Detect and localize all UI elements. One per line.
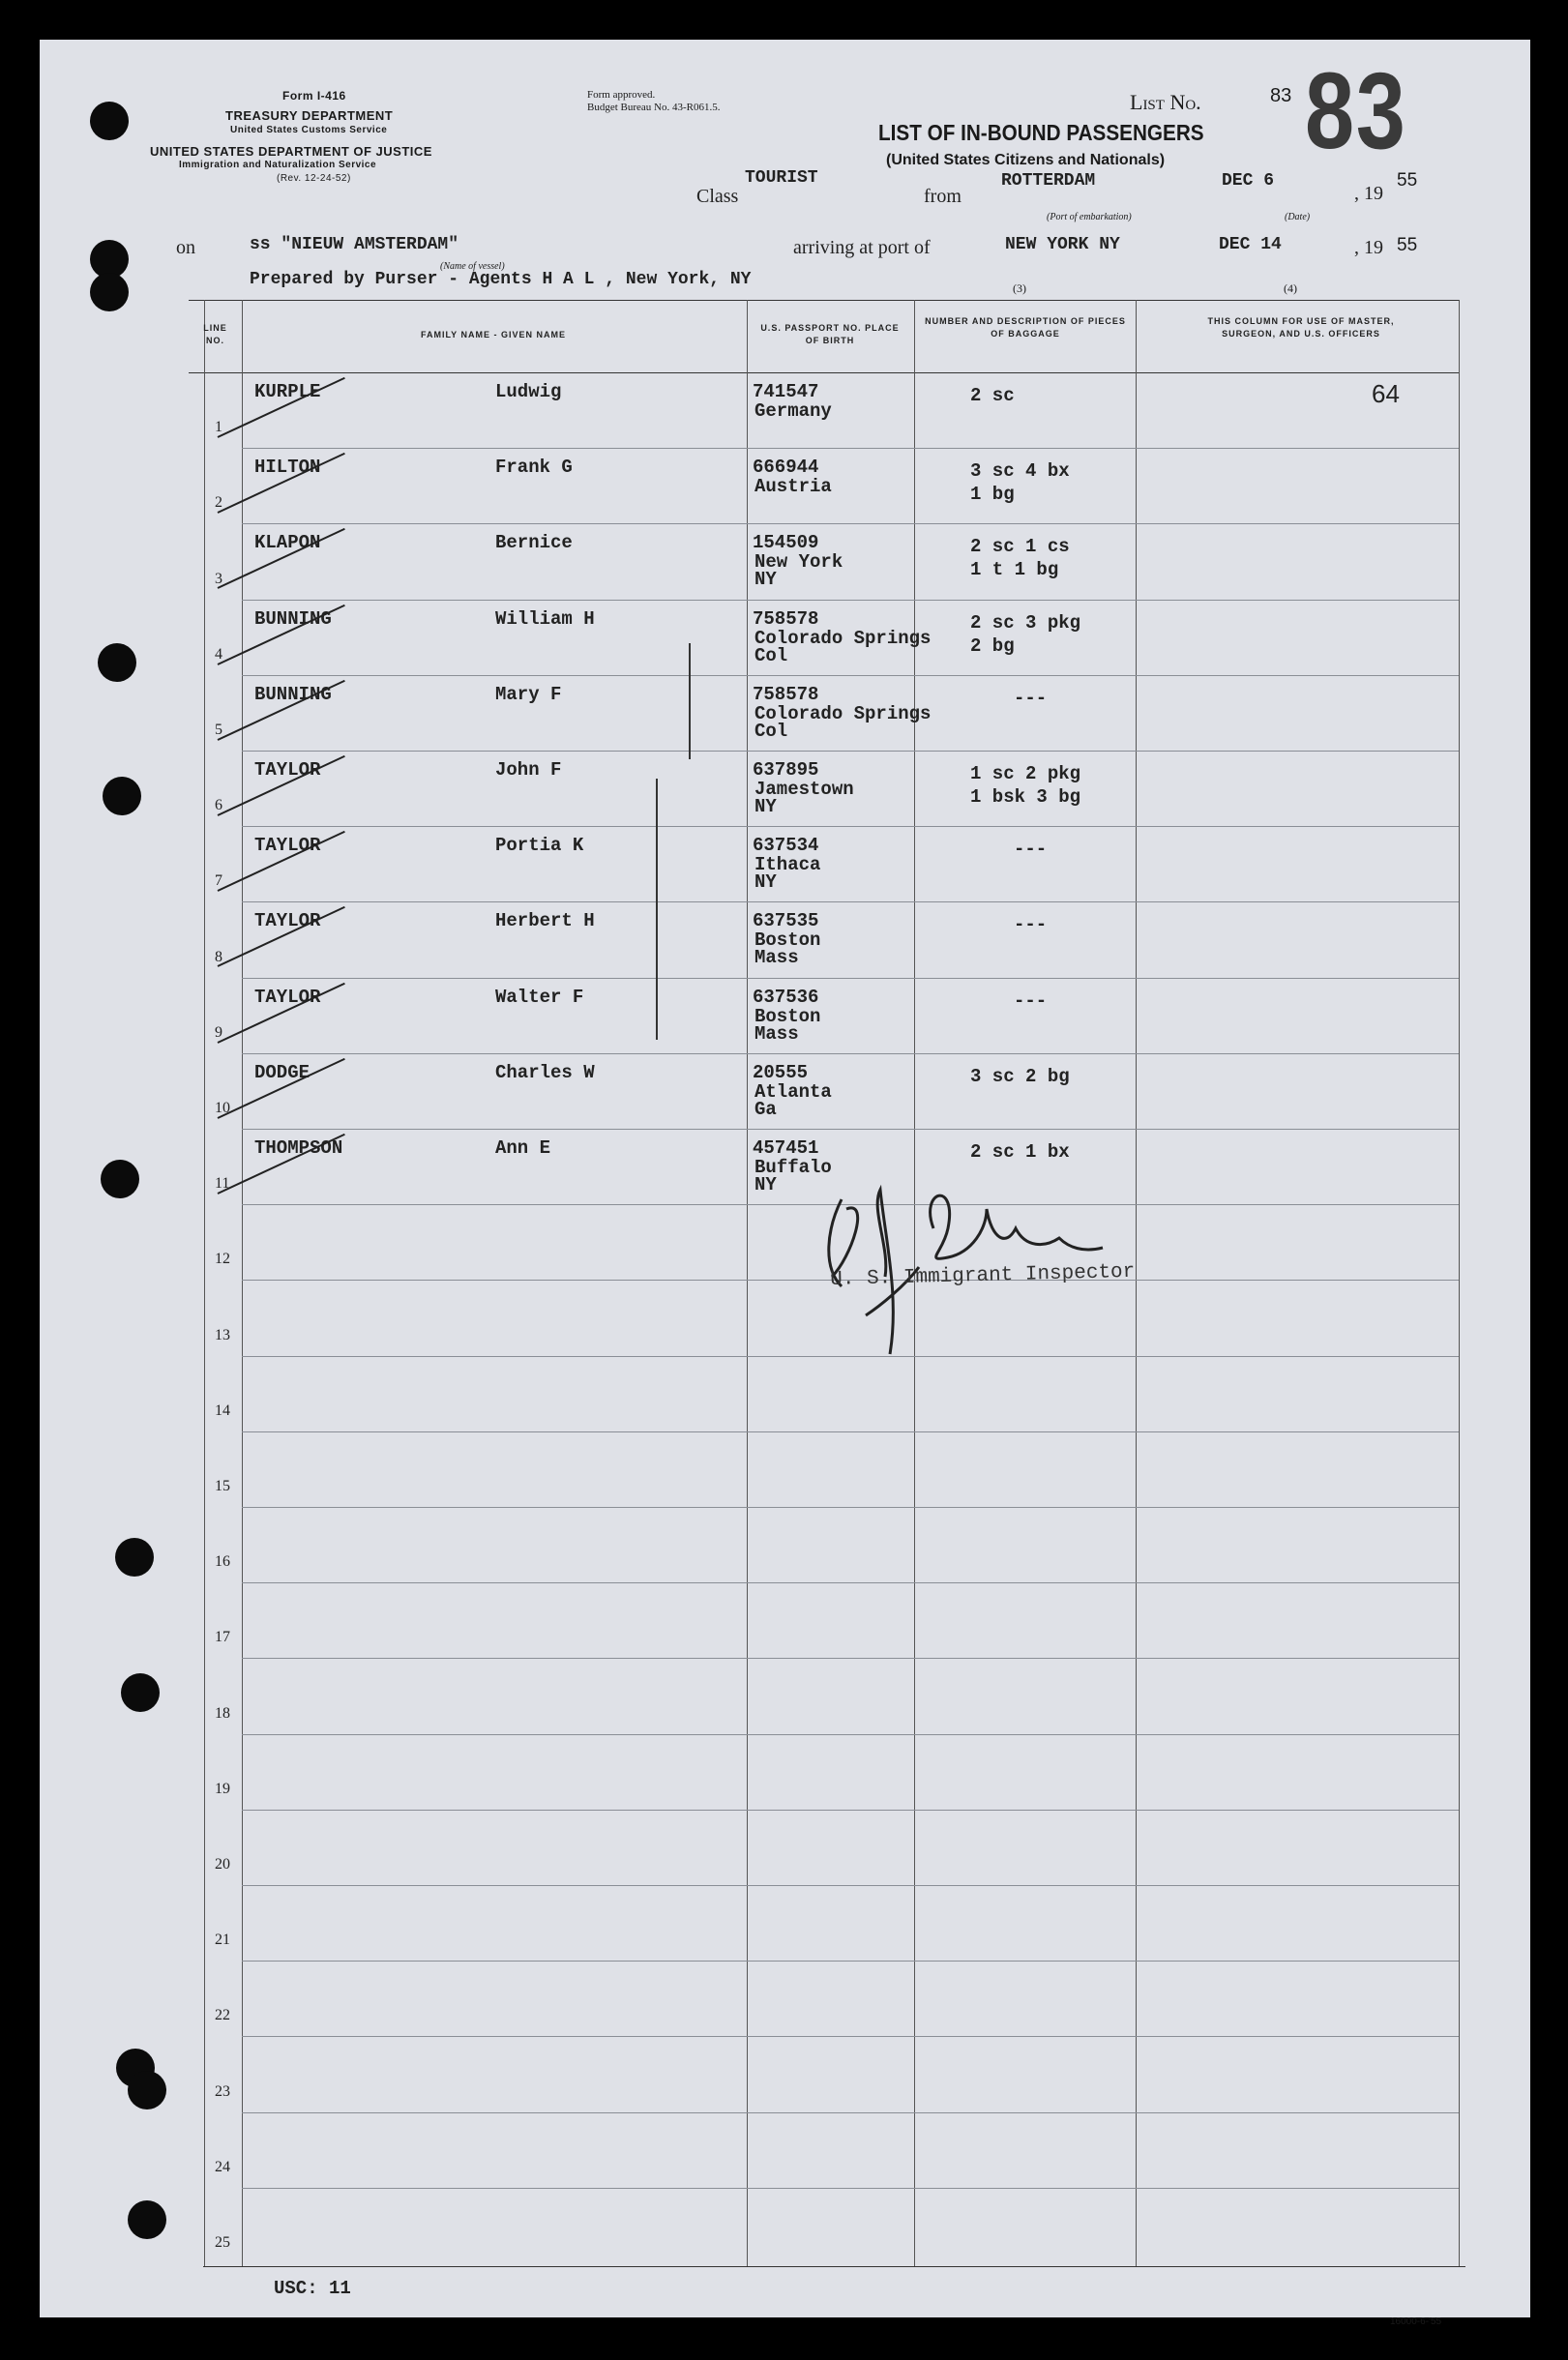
- column-divider: [1459, 300, 1460, 2266]
- line-number: 22: [215, 2007, 230, 2023]
- baggage-description: 2 bg: [970, 635, 1015, 657]
- row-rule: [242, 1734, 1459, 1735]
- passport-number: 666944: [753, 457, 819, 478]
- baggage-description: 2 sc 3 pkg: [970, 612, 1081, 634]
- arriving-label: arriving at port of: [793, 237, 931, 258]
- row-rule: [242, 826, 1459, 827]
- given-name: Bernice: [495, 532, 573, 553]
- baggage-description: 2 sc 1 bx: [970, 1141, 1070, 1163]
- passport-number: 758578: [753, 684, 819, 705]
- place-of-birth: Ithaca: [754, 854, 821, 875]
- place-of-birth: Col: [754, 645, 788, 666]
- place-of-birth: Mass: [754, 947, 799, 968]
- place-of-birth: New York: [754, 551, 843, 573]
- row-rule: [242, 978, 1459, 979]
- place-of-birth: Colorado Springs: [754, 628, 932, 649]
- line-number: 8: [215, 949, 222, 965]
- given-name: Frank G: [495, 457, 573, 478]
- passport-number: 758578: [753, 608, 819, 630]
- line-number: 12: [215, 1251, 230, 1267]
- punch-hole: [101, 1160, 139, 1198]
- place-of-birth: Boston: [754, 929, 821, 951]
- row-rule: [242, 2112, 1459, 2113]
- family-name: HILTON: [254, 457, 321, 478]
- line-number: 14: [215, 1402, 230, 1419]
- arrival-year: 55: [1397, 235, 1418, 255]
- family-name: BUNNING: [254, 608, 332, 630]
- place-of-birth: Col: [754, 721, 788, 742]
- inspector-title: U. S. Immigrant Inspector: [830, 1260, 1136, 1291]
- place-of-birth: Colorado Springs: [754, 703, 932, 724]
- vessel-name: ss "NIEUW AMSTERDAM": [250, 235, 459, 254]
- place-of-birth: NY: [754, 1174, 777, 1195]
- officer-note: 64: [1372, 379, 1400, 408]
- line-number: 25: [215, 2234, 230, 2251]
- baggage-description: ---: [1014, 914, 1048, 935]
- header-baggage: NUMBER AND DESCRIPTION OF PIECES OF BAGGAGE: [925, 316, 1126, 339]
- row-rule: [242, 600, 1459, 601]
- row-rule: [242, 1507, 1459, 1508]
- line-number: 13: [215, 1327, 230, 1343]
- family-name: THOMPSON: [254, 1137, 343, 1159]
- family-name: DODGE: [254, 1062, 311, 1083]
- arrival-date: DEC 14: [1219, 235, 1282, 254]
- baggage-description: ---: [1014, 990, 1048, 1012]
- row-rule: [242, 1129, 1459, 1130]
- place-of-birth: Jamestown: [754, 779, 854, 800]
- baggage-description: 1 t 1 bg: [970, 559, 1059, 580]
- place-of-birth: Germany: [754, 400, 832, 422]
- treasury-dept: TREASURY DEPARTMENT: [225, 108, 394, 123]
- form-subtitle: (United States Citizens and Nationals): [886, 152, 1166, 168]
- passport-number: 20555: [753, 1062, 809, 1083]
- line-number: 16: [215, 1553, 230, 1570]
- baggage-description: 2 sc: [970, 385, 1015, 406]
- given-name: Ludwig: [495, 381, 562, 402]
- baggage-description: 1 bsk 3 bg: [970, 786, 1081, 808]
- usc-count: USC: 11: [274, 2278, 351, 2299]
- family-name: KURPLE: [254, 381, 321, 402]
- passport-number: 154509: [753, 532, 819, 553]
- given-name: Walter F: [495, 987, 584, 1008]
- line-number: 3: [215, 571, 222, 587]
- given-name: Mary F: [495, 684, 562, 705]
- customs-service: United States Customs Service: [230, 125, 388, 135]
- passport-number: 637536: [753, 987, 819, 1008]
- port-of-embarkation: ROTTERDAM: [1001, 171, 1096, 191]
- punch-hole: [90, 273, 129, 311]
- row-rule: [242, 1582, 1459, 1583]
- family-name: TAYLOR: [254, 987, 321, 1008]
- form-approved: Form approved.: [587, 89, 656, 101]
- line-number: 11: [215, 1175, 230, 1192]
- punch-hole: [90, 102, 129, 140]
- list-no-handwritten: 83: [1270, 85, 1292, 106]
- departure-date: DEC 6: [1222, 171, 1275, 191]
- on-label: on: [176, 237, 195, 258]
- line-number: 19: [215, 1781, 230, 1797]
- passport-number: 637534: [753, 835, 819, 856]
- punch-hole: [98, 643, 136, 682]
- from-label: from: [924, 186, 962, 207]
- header-line-no: LINE NO.: [203, 323, 227, 345]
- given-name: Herbert H: [495, 910, 595, 931]
- line-number: 9: [215, 1024, 222, 1041]
- passport-number: 637535: [753, 910, 819, 931]
- place-of-birth: NY: [754, 796, 777, 817]
- row-rule: [242, 448, 1459, 449]
- header-bottom-border: [189, 372, 1460, 373]
- budget-bureau: Budget Bureau No. 43-R061.5.: [587, 102, 721, 113]
- line-number: 4: [215, 646, 222, 663]
- place-of-birth: Boston: [754, 1006, 821, 1027]
- given-name: Ann E: [495, 1137, 551, 1159]
- baggage-description: ---: [1014, 839, 1048, 860]
- family-name: KLAPON: [254, 532, 321, 553]
- punch-hole: [103, 777, 141, 815]
- justice-dept: UNITED STATES DEPARTMENT OF JUSTICE: [150, 144, 432, 159]
- family-bracket: [689, 643, 691, 759]
- date-caption: (Date): [1285, 212, 1311, 222]
- column-divider: [204, 300, 205, 2266]
- row-rule: [242, 523, 1459, 524]
- column-divider: [242, 300, 243, 2266]
- class-label: Class: [696, 186, 739, 207]
- punch-hole: [115, 1538, 154, 1577]
- form-title: LIST OF IN-BOUND PASSENGERS: [878, 120, 1204, 145]
- header-passport: U.S. PASSPORT NO. PLACE OF BIRTH: [760, 323, 900, 345]
- line-number: 2: [215, 494, 222, 511]
- header-officers: THIS COLUMN FOR USE OF MASTER, SURGEON, AND U.S. OFFICERS: [1207, 316, 1395, 339]
- table-bottom-border: [203, 2266, 1465, 2267]
- row-rule: [242, 1810, 1459, 1811]
- baggage-description: ---: [1014, 688, 1048, 709]
- line-number: 24: [215, 2159, 230, 2175]
- passport-number: 457451: [753, 1137, 819, 1159]
- table-top-border: [189, 300, 1460, 301]
- footer-code: 16000-6-'55: [1390, 2316, 1442, 2327]
- caption-3: (3): [1013, 281, 1026, 295]
- baggage-description: 2 sc 1 cs: [970, 536, 1070, 557]
- row-rule: [242, 2036, 1459, 2037]
- place-of-birth: Atlanta: [754, 1081, 832, 1103]
- row-rule: [242, 1053, 1459, 1054]
- line-number: 18: [215, 1705, 230, 1722]
- punch-hole: [128, 2200, 166, 2239]
- vessel-caption: (Name of vessel): [440, 261, 505, 272]
- place-of-birth: NY: [754, 569, 777, 590]
- row-rule: [242, 675, 1459, 676]
- line-number: 1: [215, 419, 222, 435]
- family-name: TAYLOR: [254, 910, 321, 931]
- line-number: 5: [215, 722, 222, 738]
- line-number: 23: [215, 2083, 230, 2100]
- punch-hole: [121, 1673, 160, 1712]
- passport-number: 741547: [753, 381, 819, 402]
- caption-4: (4): [1284, 281, 1297, 295]
- row-rule: [242, 901, 1459, 902]
- line-number: 10: [215, 1100, 230, 1116]
- port-caption: (Port of embarkation): [1047, 212, 1132, 222]
- place-of-birth: Buffalo: [754, 1157, 832, 1178]
- row-rule: [242, 1658, 1459, 1659]
- family-name: TAYLOR: [254, 759, 321, 781]
- family-bracket: [656, 779, 658, 1040]
- baggage-description: 1 bg: [970, 484, 1015, 505]
- place-of-birth: Ga: [754, 1099, 777, 1120]
- form-revision: (Rev. 12-24-52): [277, 173, 351, 184]
- line-number: 6: [215, 797, 222, 813]
- list-no-stamp: 83: [1305, 50, 1407, 171]
- line-number: 21: [215, 1932, 230, 1948]
- year-prefix-2: , 19: [1354, 237, 1383, 258]
- given-name: William H: [495, 608, 595, 630]
- prepared-by: Prepared by Purser - Agents H A L , New York, NY: [250, 270, 752, 289]
- baggage-description: 1 sc 2 pkg: [970, 763, 1081, 784]
- row-rule: [242, 1885, 1459, 1886]
- family-name: BUNNING: [254, 684, 332, 705]
- row-rule: [242, 1961, 1459, 1962]
- class-value: TOURIST: [745, 168, 818, 188]
- list-no-label: List No.: [1130, 90, 1201, 114]
- ins-service: Immigration and Naturalization Service: [179, 160, 377, 170]
- line-number: 15: [215, 1478, 230, 1494]
- given-name: John F: [495, 759, 562, 781]
- row-rule: [242, 2188, 1459, 2189]
- place-of-birth: Mass: [754, 1023, 799, 1045]
- place-of-birth: Austria: [754, 476, 832, 497]
- column-divider: [747, 300, 748, 2266]
- arrival-port: NEW YORK NY: [1005, 235, 1120, 254]
- family-name: TAYLOR: [254, 835, 321, 856]
- form-number: Form I-416: [282, 89, 346, 103]
- year-prefix-1: , 19: [1354, 183, 1383, 204]
- punch-hole: [128, 2071, 166, 2109]
- given-name: Charles W: [495, 1062, 595, 1083]
- row-rule: [242, 751, 1459, 752]
- line-number: 7: [215, 872, 222, 889]
- header-name: FAMILY NAME - GIVEN NAME: [420, 330, 566, 339]
- line-number: 20: [215, 1856, 230, 1873]
- place-of-birth: NY: [754, 871, 777, 893]
- row-rule: [242, 1431, 1459, 1432]
- departure-year: 55: [1397, 170, 1418, 191]
- passport-number: 637895: [753, 759, 819, 781]
- given-name: Portia K: [495, 835, 584, 856]
- baggage-description: 3 sc 2 bg: [970, 1066, 1070, 1087]
- baggage-description: 3 sc 4 bx: [970, 460, 1070, 482]
- line-number: 17: [215, 1629, 230, 1645]
